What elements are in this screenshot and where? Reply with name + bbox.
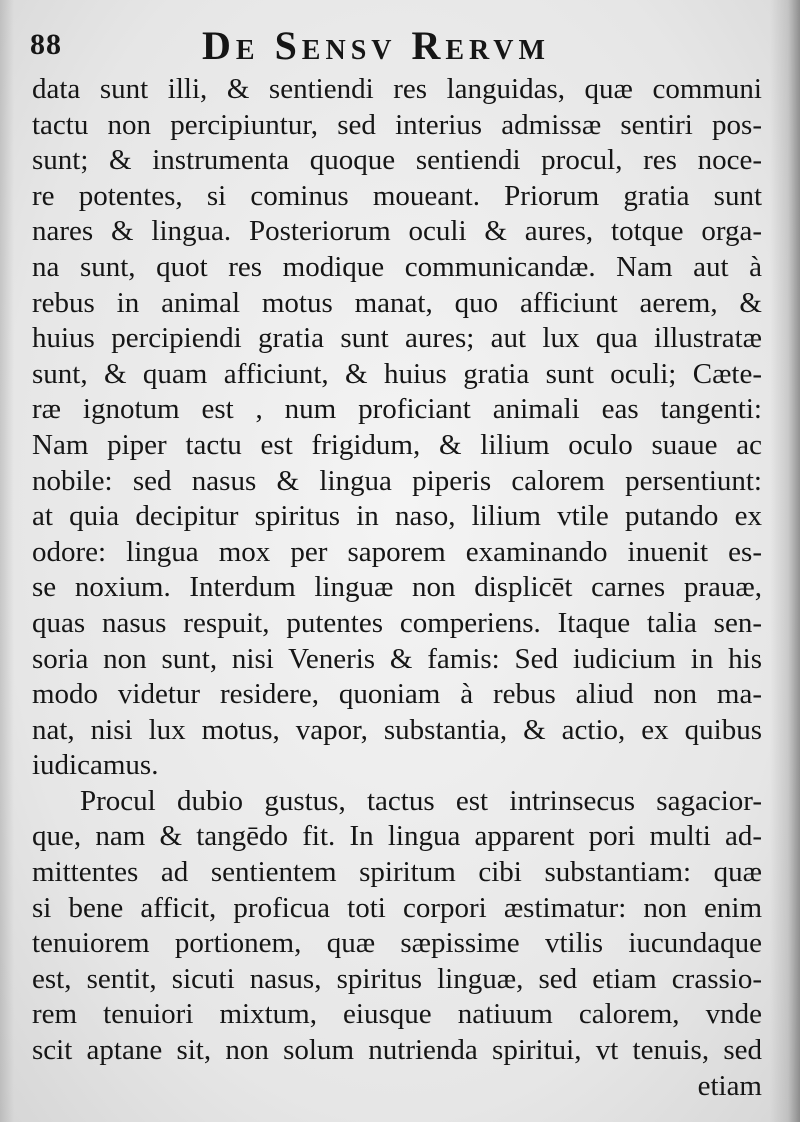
- text-line: nobile: sed nasus & lingua piperis calorem persentiunt:: [32, 464, 762, 497]
- text-line: re potentes, si cominus moueant. Priorum gratia sunt: [32, 179, 762, 212]
- body-text: [32, 72, 762, 1104]
- text-line: odore: lingua mox per saporem examinando inuenit es-: [32, 535, 762, 568]
- text-line: tactu non percipiuntur, sed interius admissæ sentiri pos-: [32, 108, 762, 141]
- text-line: nares & lingua. Posteriorum oculi & aures, totque orga-: [32, 215, 762, 248]
- text-line: quas nasus respuit, putentes comperiens. Itaque talia sen-: [32, 606, 762, 639]
- text-line: si bene afficit, proficua toti corpori æstimatur: non enim: [32, 891, 762, 924]
- text-line: Nam piper tactu est frigidum, & lilium oculo suaue ac: [32, 428, 762, 461]
- catchword: etiam: [697, 1069, 762, 1102]
- text-line: na sunt, quot res modique communicandæ. Nam aut à: [32, 250, 762, 283]
- paragraph-end-line: iudicamus.: [32, 749, 159, 782]
- text-line: sunt, & quam afficiunt, & huius gratia sunt oculi; Cæte-: [32, 357, 762, 390]
- page-edge-shadow: [770, 0, 800, 1122]
- text-line: sunt; & instrumenta quoque sentiendi procul, res noce-: [32, 144, 762, 177]
- text-line: que, nam & tangēdo fit. In lingua apparent pori multi ad-: [32, 820, 762, 853]
- text-line: modo videtur residere, quoniam à rebus aliud non ma-: [32, 678, 762, 711]
- paragraph-start-line: Procul dubio gustus, tactus est intrinsecus sagacior-: [80, 784, 762, 817]
- running-title: De Sensv Rervm: [202, 23, 550, 68]
- text-line: scit aptane sit, non solum nutrienda spiritui, vt tenuis, sed: [32, 1034, 762, 1067]
- text-line: rem tenuiori mixtum, eiusque natiuum calorem, vnde: [32, 998, 762, 1031]
- text-line: nat, nisi lux motus, vapor, substantia, & actio, ex quibus: [32, 713, 762, 746]
- text-line: tenuiorem portionem, quæ sæpissime vtilis iucundaque: [32, 927, 762, 960]
- text-line: huius percipiendi gratia sunt aures; aut lux qua illustratæ: [32, 322, 762, 355]
- text-line: se noxium. Interdum linguæ non displicēt carnes prauæ,: [32, 571, 762, 604]
- text-line: data sunt illi, & sentiendi res languidas, quæ communi: [32, 73, 762, 105]
- text-line: rebus in animal motus manat, quo afficiunt aerem, &: [32, 286, 762, 319]
- page-gutter-shadow: [0, 0, 14, 1122]
- running-head: [30, 22, 770, 68]
- text-line: ræ ignotum est , num proficiant animali eas tangenti:: [32, 393, 762, 426]
- page-number: 88: [30, 28, 62, 61]
- text-line: est, sentit, sicuti nasus, spiritus linguæ, sed etiam crassio-: [32, 962, 762, 995]
- text-line: at quia decipitur spiritus in naso, lilium vtile putando ex: [32, 500, 762, 533]
- text-line: soria non sunt, nisi Veneris & famis: Sed iudicium in his: [32, 642, 762, 675]
- text-line: mittentes ad sentientem spiritum cibi substantiam: quæ: [32, 856, 762, 889]
